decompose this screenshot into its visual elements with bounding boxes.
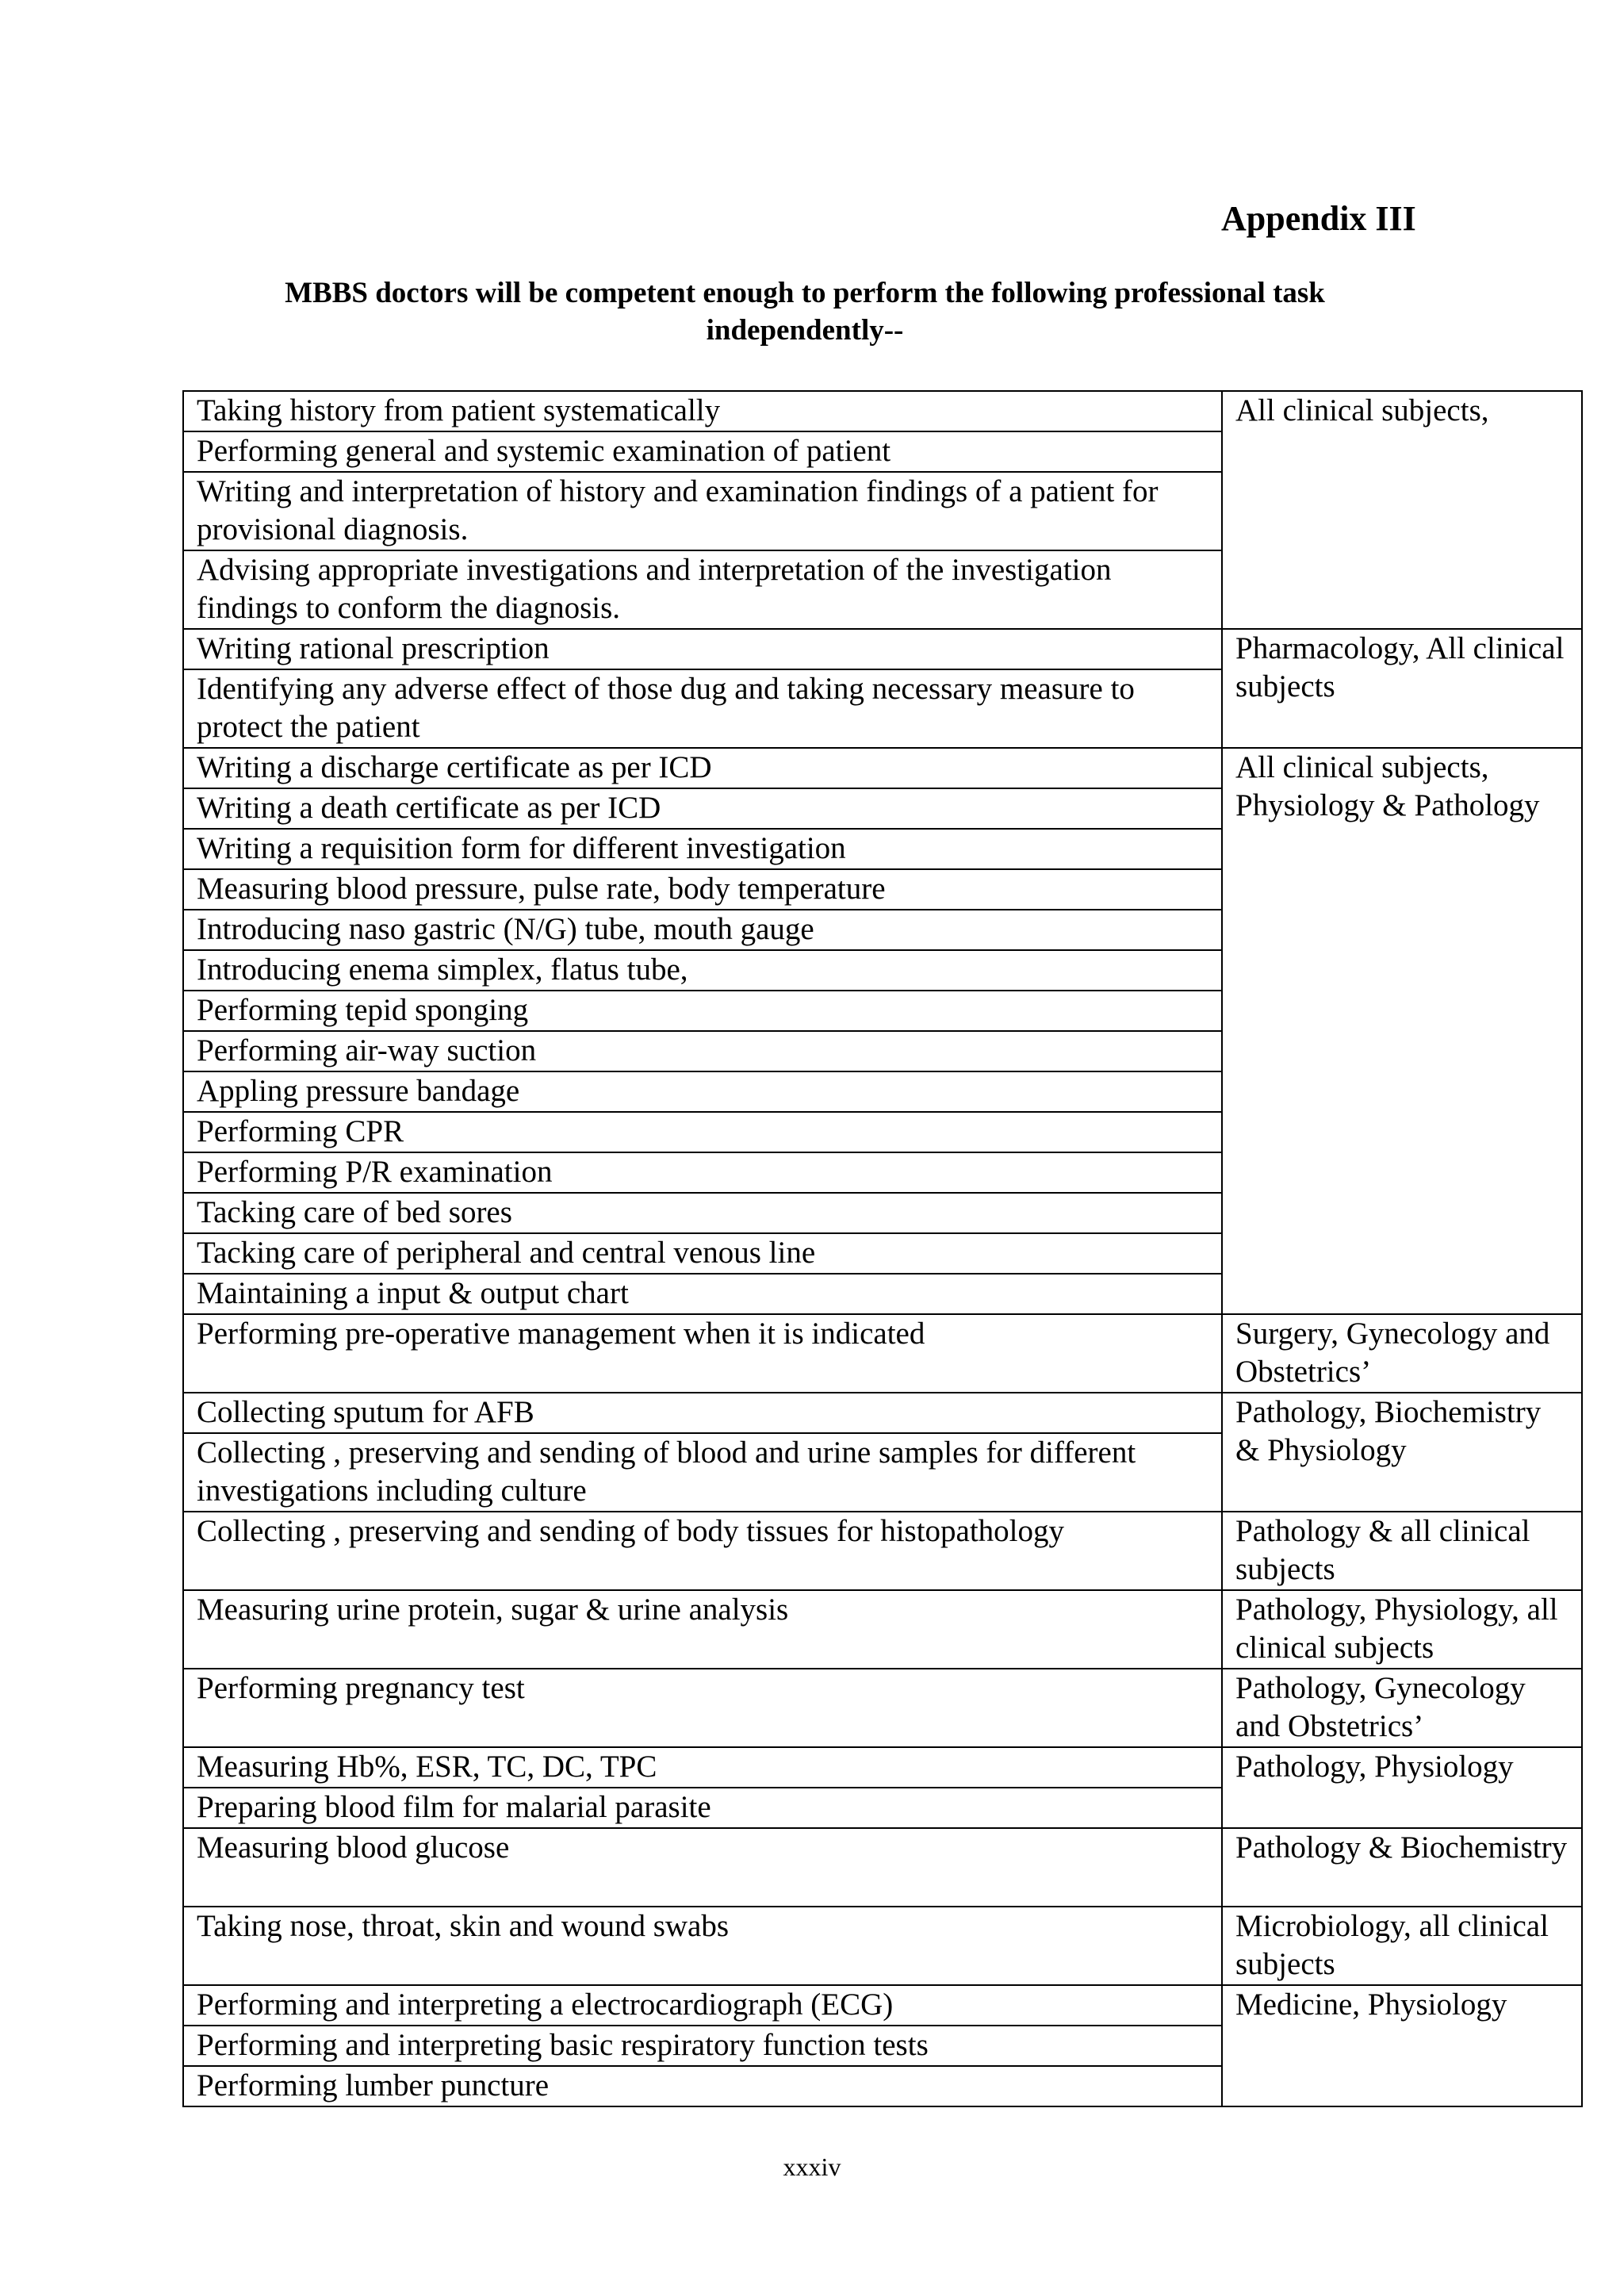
task-cell: Advising appropriate investigations and interpretation of the investigation findings to conform the diagnosis. bbox=[183, 550, 1222, 629]
task-cell: Writing a requisition form for different investigation bbox=[183, 829, 1222, 869]
task-cell: Performing lumber puncture bbox=[183, 2066, 1222, 2106]
task-cell: Tacking care of peripheral and central venous line bbox=[183, 1233, 1222, 1274]
task-cell: Identifying any adverse effect of those dug and taking necessary measure to protect the patient bbox=[183, 669, 1222, 748]
task-cell: Performing pregnancy test bbox=[183, 1669, 1222, 1747]
task-cell: Performing and interpreting a electrocardiograph (ECG) bbox=[183, 1985, 1222, 2026]
task-cell: Collecting , preserving and sending of blood and urine samples for different investigations including culture bbox=[183, 1433, 1222, 1512]
task-cell: Measuring Hb%, ESR, TC, DC, TPC bbox=[183, 1747, 1222, 1788]
task-cell: Taking nose, throat, skin and wound swabs bbox=[183, 1907, 1222, 1985]
task-cell: Collecting , preserving and sending of body tissues for histopathology bbox=[183, 1512, 1222, 1590]
task-cell: Measuring blood pressure, pulse rate, body temperature bbox=[183, 869, 1222, 910]
task-cell: Writing and interpretation of history and examination findings of a patient for provisional diagnosis. bbox=[183, 472, 1222, 550]
subject-cell: Pathology, Gynecology and Obstetrics’ bbox=[1222, 1669, 1582, 1747]
table-row bbox=[183, 1985, 1582, 2026]
subject-cell: Microbiology, all clinical subjects bbox=[1222, 1907, 1582, 1985]
subject-cell: Medicine, Physiology bbox=[1222, 1985, 1582, 2106]
subject-cell: Pathology, Physiology, all clinical subjects bbox=[1222, 1590, 1582, 1669]
subject-cell: Pathology, Biochemistry & Physiology bbox=[1222, 1393, 1582, 1512]
task-cell: Performing general and systemic examination of patient bbox=[183, 431, 1222, 472]
task-cell: Measuring blood glucose bbox=[183, 1828, 1222, 1907]
document-heading: MBBS doctors will be competent enough to perform the following professional task independently-- bbox=[285, 277, 1325, 347]
table-row bbox=[183, 1393, 1582, 1433]
task-cell: Tacking care of bed sores bbox=[183, 1193, 1222, 1233]
task-cell: Writing rational prescription bbox=[183, 629, 1222, 669]
task-cell: Performing tepid sponging bbox=[183, 991, 1222, 1031]
task-cell: Introducing naso gastric (N/G) tube, mouth gauge bbox=[183, 910, 1222, 950]
task-cell: Introducing enema simplex, flatus tube, bbox=[183, 950, 1222, 991]
table-row bbox=[183, 1828, 1582, 1907]
task-cell: Performing CPR bbox=[183, 1112, 1222, 1152]
table-row bbox=[183, 1314, 1582, 1393]
subject-cell: All clinical subjects, Physiology & Pathology bbox=[1222, 748, 1582, 1314]
subject-cell: Pathology & all clinical subjects bbox=[1222, 1512, 1582, 1590]
task-cell: Preparing blood film for malarial parasite bbox=[183, 1788, 1222, 1828]
task-cell: Taking history from patient systematically bbox=[183, 391, 1222, 431]
subject-cell: All clinical subjects, bbox=[1222, 391, 1582, 629]
task-cell: Appling pressure bandage bbox=[183, 1071, 1222, 1112]
table-row bbox=[183, 1590, 1582, 1669]
subject-cell: Surgery, Gynecology and Obstetrics’ bbox=[1222, 1314, 1582, 1393]
table-row bbox=[183, 1747, 1582, 1788]
task-cell: Writing a discharge certificate as per ICD bbox=[183, 748, 1222, 788]
table-row bbox=[183, 1512, 1582, 1590]
task-cell: Maintaining a input & output chart bbox=[183, 1274, 1222, 1314]
task-cell: Performing P/R examination bbox=[183, 1152, 1222, 1193]
table-row bbox=[183, 1669, 1582, 1747]
table-row bbox=[183, 748, 1582, 788]
subject-cell: Pharmacology, All clinical subjects bbox=[1222, 629, 1582, 748]
subject-cell: Pathology, Physiology bbox=[1222, 1747, 1582, 1828]
task-cell: Writing a death certificate as per ICD bbox=[183, 788, 1222, 829]
appendix-title: Appendix III bbox=[1221, 199, 1416, 238]
page-number: xxxiv bbox=[783, 2152, 841, 2181]
task-cell: Performing pre-operative management when it is indicated bbox=[183, 1314, 1222, 1393]
table-row bbox=[183, 629, 1582, 669]
task-cell: Performing and interpreting basic respiratory function tests bbox=[183, 2026, 1222, 2066]
table-row bbox=[183, 1907, 1582, 1985]
task-cell: Measuring urine protein, sugar & urine analysis bbox=[183, 1590, 1222, 1669]
table-row bbox=[183, 391, 1582, 431]
task-cell: Collecting sputum for AFB bbox=[183, 1393, 1222, 1433]
task-cell: Performing air-way suction bbox=[183, 1031, 1222, 1071]
competency-table bbox=[182, 390, 1583, 2107]
subject-cell: Pathology & Biochemistry bbox=[1222, 1828, 1582, 1907]
